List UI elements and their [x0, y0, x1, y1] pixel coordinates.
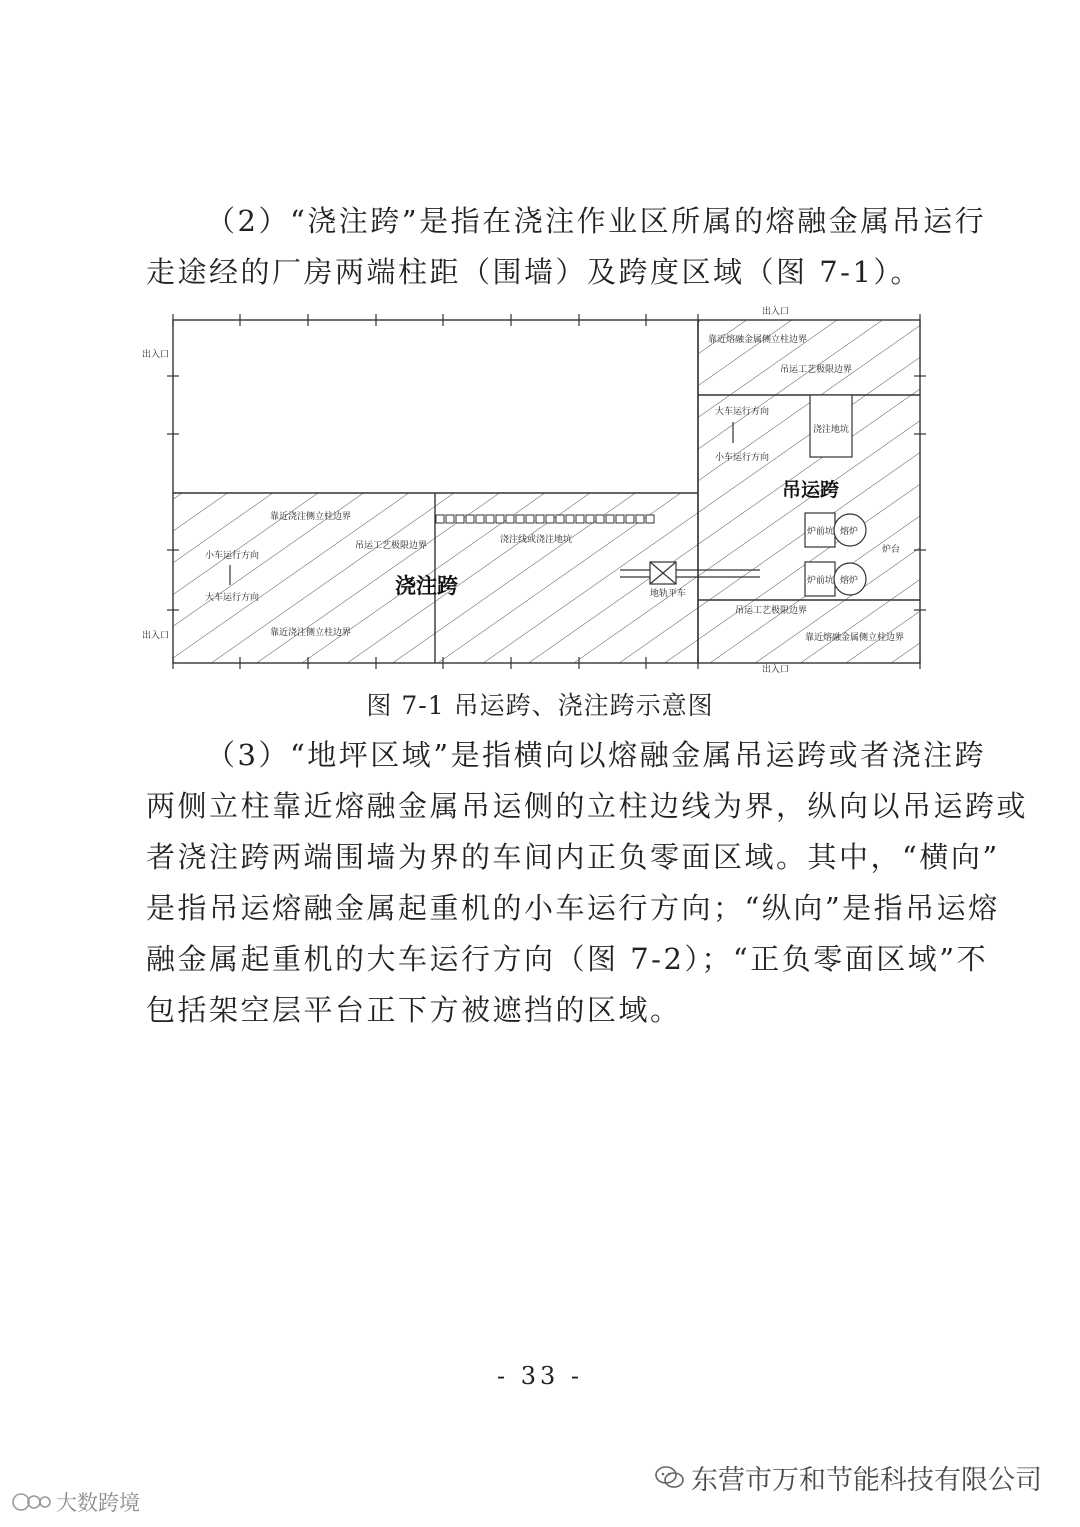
watermark-site-text: 大数跨境: [56, 1491, 140, 1515]
paragraph-line: 走途经的厂房两端柱距（围墙）及跨度区域（图 7-1）。: [146, 255, 922, 289]
span-diagram: [140, 300, 940, 680]
paragraph-line: （3）“地坪区域”是指横向以熔融金属吊运跨或者浇注跨: [206, 738, 987, 772]
label-trolley-dir-left: 小车运行方向: [205, 551, 260, 561]
label-process-limit-left: 吊运工艺极限边界: [355, 541, 428, 551]
paragraph-3: [146, 730, 1029, 1036]
label-furnace-2: 熔炉: [840, 576, 859, 586]
label-process-limit-bottom: 吊运工艺极限边界: [735, 606, 808, 616]
label-furnace-front-1: 炉前坑: [807, 527, 835, 537]
label-pour-pit: 浇注地坑: [813, 425, 850, 435]
label-trolley-dir-right: 小车运行方向: [715, 453, 770, 463]
label-entrance-top-right: 出入口: [762, 307, 790, 317]
wechat-icon: [655, 1465, 685, 1491]
watermark-site: [12, 1487, 140, 1517]
label-furnace-front-2: 炉前坑: [807, 576, 835, 586]
label-crane-dir-left: 大车运行方向: [205, 593, 260, 603]
label-entrance-bottom-left: 出入口: [142, 631, 170, 641]
paragraph-line: 两侧立柱靠近熔融金属吊运侧的立柱边线为界，纵向以吊运跨或: [146, 789, 1029, 823]
label-furnace-1: 熔炉: [840, 527, 859, 537]
paragraph-2: [146, 196, 987, 298]
label-crane-dir-right: 大车运行方向: [715, 407, 770, 417]
paragraph-line: 者浇注跨两端围墙为界的车间内正负零面区域。其中，“横向”: [146, 840, 1000, 874]
label-entrance-top-left: 出入口: [142, 350, 170, 360]
label-pour-line: 浇注线或浇注地坑: [500, 535, 573, 545]
figure-caption: 图 7-1 吊运跨、浇注跨示意图: [366, 691, 714, 720]
paragraph-line: （2）“浇注跨”是指在浇注作业区所属的熔融金属吊运行: [206, 204, 987, 238]
watermark-company-text: 东营市万和节能科技有限公司: [691, 1465, 1042, 1496]
label-entrance-bottom-right: 出入口: [762, 665, 790, 675]
label-hoist-bottom-boundary: 靠近熔融金属侧立柱边界: [805, 633, 905, 643]
label-hoist-top-boundary: 靠近熔融金属侧立柱边界: [708, 335, 808, 345]
paragraph-line: 融金属起重机的大车运行方向（图 7-2）；“正负零面区域”不: [146, 942, 989, 976]
watermark-company: [655, 1458, 1042, 1497]
label-hoist-span: 吊运跨: [782, 479, 840, 501]
label-rail-car: 地轨平车: [650, 589, 687, 599]
label-furnace-platform: 炉台: [882, 545, 901, 555]
page-number: - 33 -: [496, 1362, 583, 1390]
label-pour-bottom-boundary: 靠近浇注侧立柱边界: [270, 628, 352, 638]
label-process-limit-top: 吊运工艺极限边界: [780, 365, 853, 375]
label-pour-span: 浇注跨: [395, 574, 458, 598]
label-pour-top-boundary: 靠近浇注侧立柱边界: [270, 512, 352, 522]
paragraph-line: 包括架空层平台正下方被遮挡的区域。: [146, 993, 682, 1027]
logo-icon: [12, 1491, 52, 1513]
paragraph-line: 是指吊运熔融金属起重机的小车运行方向；“纵向”是指吊运熔: [146, 891, 1000, 925]
